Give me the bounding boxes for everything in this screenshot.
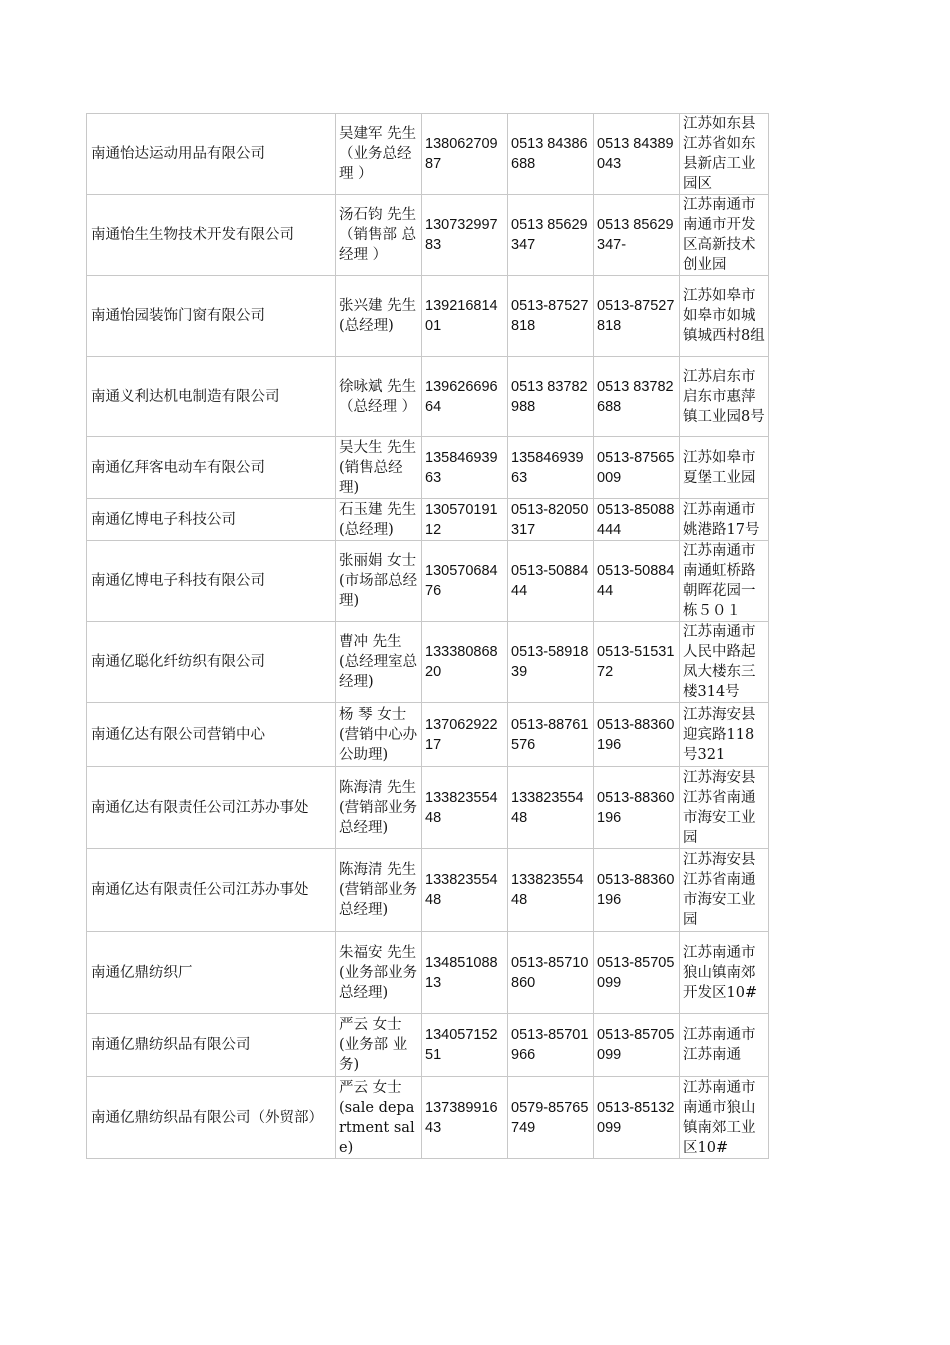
phone-cell: 0513-85701966 (508, 1014, 594, 1077)
phone-cell: 0513 85629347 (508, 195, 594, 276)
address-cell: 江苏如皋市如皋市如城镇城西村8组 (680, 276, 769, 357)
fax-cell: 0513-87527818 (594, 276, 680, 357)
table-row (87, 541, 769, 622)
table-row (87, 849, 769, 932)
table-row (87, 703, 769, 767)
address-cell: 江苏南通市人民中路起凤大楼东三楼314号 (680, 622, 769, 703)
table-row (87, 767, 769, 849)
fax-cell: 0513-85132099 (594, 1077, 680, 1159)
phone-cell: 0579-85765749 (508, 1077, 594, 1159)
table-row (87, 276, 769, 357)
fax-cell: 0513-85705099 (594, 1014, 680, 1077)
table-row (87, 1014, 769, 1077)
contact-person-cell: 徐咏斌 先生 （总经理 ） (336, 357, 422, 437)
company-name-cell: 南通亿拜客电动车有限公司 (87, 437, 336, 499)
contact-person-cell: 石玉建 先生 (总经理) (336, 499, 422, 541)
fax-cell: 0513-85705099 (594, 932, 680, 1014)
phone-cell: 0513 83782988 (508, 357, 594, 437)
company-name-cell: 南通亿达有限责任公司江苏办事处 (87, 849, 336, 932)
mobile-cell: 13706292217 (422, 703, 508, 767)
phone-cell: 0513-5891839 (508, 622, 594, 703)
company-name-cell: 南通亿聪化纤纺织有限公司 (87, 622, 336, 703)
phone-cell: 13382355448 (508, 849, 594, 932)
address-cell: 江苏如东县江苏省如东县新店工业园区 (680, 114, 769, 195)
table-row (87, 114, 769, 195)
company-name-cell: 南通怡园装饰门窗有限公司 (87, 276, 336, 357)
mobile-cell: 13806270987 (422, 114, 508, 195)
table-row (87, 499, 769, 541)
contact-person-cell: 张丽娟 女士 (市场部总经理) (336, 541, 422, 622)
mobile-cell: 13738991643 (422, 1077, 508, 1159)
contact-person-cell: 曹冲 先生 (总经理室总经理) (336, 622, 422, 703)
contact-person-cell: 严云 女士 (sale department sale) (336, 1077, 422, 1159)
address-cell: 江苏南通市南通虹桥路朝晖花园一栋５０１ (680, 541, 769, 622)
contact-person-cell: 陈海清 先生 (营销部业务总经理) (336, 767, 422, 849)
mobile-cell: 13921681401 (422, 276, 508, 357)
address-cell: 江苏启东市启东市惠萍镇工业园8号 (680, 357, 769, 437)
fax-cell: 0513 85629347- (594, 195, 680, 276)
address-cell: 江苏如皋市夏堡工业园 (680, 437, 769, 499)
company-name-cell: 南通亿鼎纺织品有限公司 (87, 1014, 336, 1077)
contact-person-cell: 陈海清 先生 (营销部业务总经理) (336, 849, 422, 932)
table-row (87, 357, 769, 437)
mobile-cell: 13382355448 (422, 767, 508, 849)
address-cell: 江苏南通市南通市狼山镇南郊工业区10# (680, 1077, 769, 1159)
company-name-cell: 南通亿博电子科技有限公司 (87, 541, 336, 622)
company-name-cell: 南通怡生生物技术开发有限公司 (87, 195, 336, 276)
phone-cell: 0513-88761576 (508, 703, 594, 767)
contact-person-cell: 吴大生 先生 (销售总经理) (336, 437, 422, 499)
fax-cell: 0513-85088444 (594, 499, 680, 541)
contact-person-cell: 吴建军 先生 （业务总经理 ） (336, 114, 422, 195)
address-cell: 江苏海安县江苏省南通市海安工业园 (680, 767, 769, 849)
mobile-cell: 13584693963 (422, 437, 508, 499)
fax-cell: 0513-5088444 (594, 541, 680, 622)
company-contact-table (86, 113, 769, 1159)
phone-cell: 0513-5088444 (508, 541, 594, 622)
fax-cell: 0513-5153172 (594, 622, 680, 703)
phone-cell: 13584693963 (508, 437, 594, 499)
mobile-cell: 13405715251 (422, 1014, 508, 1077)
fax-cell: 0513 83782688 (594, 357, 680, 437)
fax-cell: 0513-88360196 (594, 849, 680, 932)
table-row (87, 622, 769, 703)
phone-cell: 0513-82050317 (508, 499, 594, 541)
table-row (87, 195, 769, 276)
address-cell: 江苏南通市南通市开发区高新技术创业园 (680, 195, 769, 276)
table-row (87, 437, 769, 499)
company-name-cell: 南通亿达有限公司营销中心 (87, 703, 336, 767)
address-cell: 江苏海安县迎宾路118号321 (680, 703, 769, 767)
table-body (87, 114, 769, 1159)
contact-person-cell: 杨 琴 女士 (营销中心办公助理) (336, 703, 422, 767)
company-name-cell: 南通亿达有限责任公司江苏办事处 (87, 767, 336, 849)
contact-person-cell: 朱福安 先生 (业务部业务总经理) (336, 932, 422, 1014)
company-name-cell: 南通亿鼎纺织厂 (87, 932, 336, 1014)
company-name-cell: 南通亿鼎纺织品有限公司（外贸部） (87, 1077, 336, 1159)
mobile-cell: 13382355448 (422, 849, 508, 932)
contact-person-cell: 张兴建 先生 (总经理) (336, 276, 422, 357)
contact-person-cell: 汤石钧 先生 （销售部 总经理 ） (336, 195, 422, 276)
mobile-cell: 13073299783 (422, 195, 508, 276)
phone-cell: 0513-85710860 (508, 932, 594, 1014)
address-cell: 江苏南通市姚港路17号 (680, 499, 769, 541)
mobile-cell: 13485108813 (422, 932, 508, 1014)
phone-cell: 0513-87527818 (508, 276, 594, 357)
phone-cell: 13382355448 (508, 767, 594, 849)
address-cell: 江苏南通市狼山镇南郊开发区10# (680, 932, 769, 1014)
company-name-cell: 南通亿博电子科技公司 (87, 499, 336, 541)
table-row (87, 1077, 769, 1159)
mobile-cell: 13057068476 (422, 541, 508, 622)
address-cell: 江苏南通市江苏南通 (680, 1014, 769, 1077)
company-name-cell: 南通怡达运动用品有限公司 (87, 114, 336, 195)
contact-person-cell: 严云 女士 (业务部 业务) (336, 1014, 422, 1077)
mobile-cell: 13338086820 (422, 622, 508, 703)
fax-cell: 0513-87565009 (594, 437, 680, 499)
phone-cell: 0513 84386688 (508, 114, 594, 195)
fax-cell: 0513-88360196 (594, 703, 680, 767)
fax-cell: 0513 84389043 (594, 114, 680, 195)
mobile-cell: 13057019112 (422, 499, 508, 541)
mobile-cell: 13962669664 (422, 357, 508, 437)
address-cell: 江苏海安县江苏省南通市海安工业园 (680, 849, 769, 932)
company-name-cell: 南通义利达机电制造有限公司 (87, 357, 336, 437)
table-row (87, 932, 769, 1014)
fax-cell: 0513-88360196 (594, 767, 680, 849)
